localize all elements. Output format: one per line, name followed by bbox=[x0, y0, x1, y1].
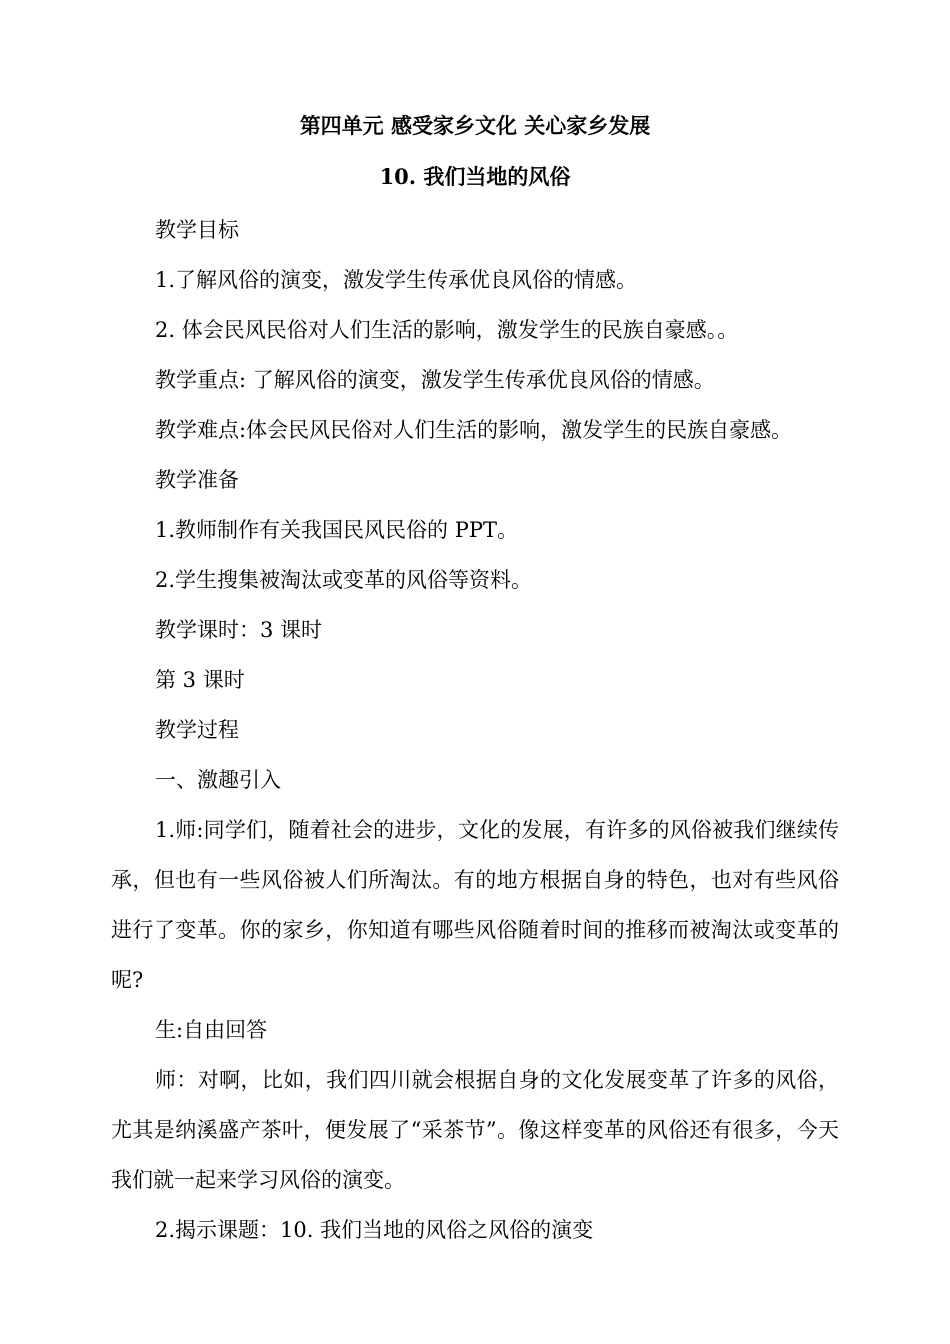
paragraph-difficulty: 教学难点:体会民风民俗对人们生活的影响，激发学生的民族自豪感。 bbox=[155, 418, 793, 442]
paragraph-key-point: 教学重点: 了解风俗的演变，激发学生传承优良风俗的情感。 bbox=[155, 368, 715, 392]
paragraph-goal-1: 1.了解风俗的演变，激发学生传承优良风俗的情感。 bbox=[155, 268, 638, 292]
paragraph-student-answer: 生:自由回答 bbox=[155, 1018, 268, 1042]
paragraph-teaching-goals-heading: 教学目标 bbox=[155, 218, 239, 242]
paragraph-goal-2: 2. 体会民风民俗对人们生活的影响，激发学生的民族自豪感。。 bbox=[155, 318, 739, 342]
title-block bbox=[111, 0, 839, 205]
paragraph-preparation-1: 1.教师制作有关我国民风民俗的 PPT。 bbox=[155, 518, 518, 542]
paragraph-teacher-intro: 1.师:同学们，随着社会的进步，文化的发展，有许多的风俗被我们继续传承，但也有一些风俗被人们所淘汰。有的地方根据自身的特色，也对有些风俗进行了变革。你的家乡，你知道有哪些风俗随着时间的推移而被淘汰或变革的呢? bbox=[111, 818, 839, 992]
paragraph-reveal-topic: 2.揭示课题：10. 我们当地的风俗之风俗的演变 bbox=[155, 1218, 594, 1242]
paragraph-teacher-example: 师：对啊，比如，我们四川就会根据自身的文化发展变革了许多的风俗，尤其是纳溪盛产茶叶，便发展了“采茶节”。像这样变革的风俗还有很多，今天我们就一起来学习风俗的演变。 bbox=[111, 1068, 839, 1192]
paragraph-lesson-number: 第 3 课时 bbox=[155, 668, 245, 692]
unit-title: 第四单元 感受家乡文化 关心家乡发展 bbox=[299, 113, 651, 138]
paragraph-preparation-2: 2.学生搜集被淘汰或变革的风俗等资料。 bbox=[155, 568, 533, 592]
paragraph-class-hours: 教学课时：3 课时 bbox=[155, 618, 323, 642]
paragraph-process-heading: 教学过程 bbox=[155, 718, 239, 742]
body-text bbox=[111, 205, 839, 1255]
lesson-title: 10. 我们当地的风俗 bbox=[379, 164, 571, 189]
paragraph-preparation-heading: 教学准备 bbox=[155, 468, 239, 492]
paragraph-section-1-heading: 一、激趣引入 bbox=[155, 768, 281, 792]
